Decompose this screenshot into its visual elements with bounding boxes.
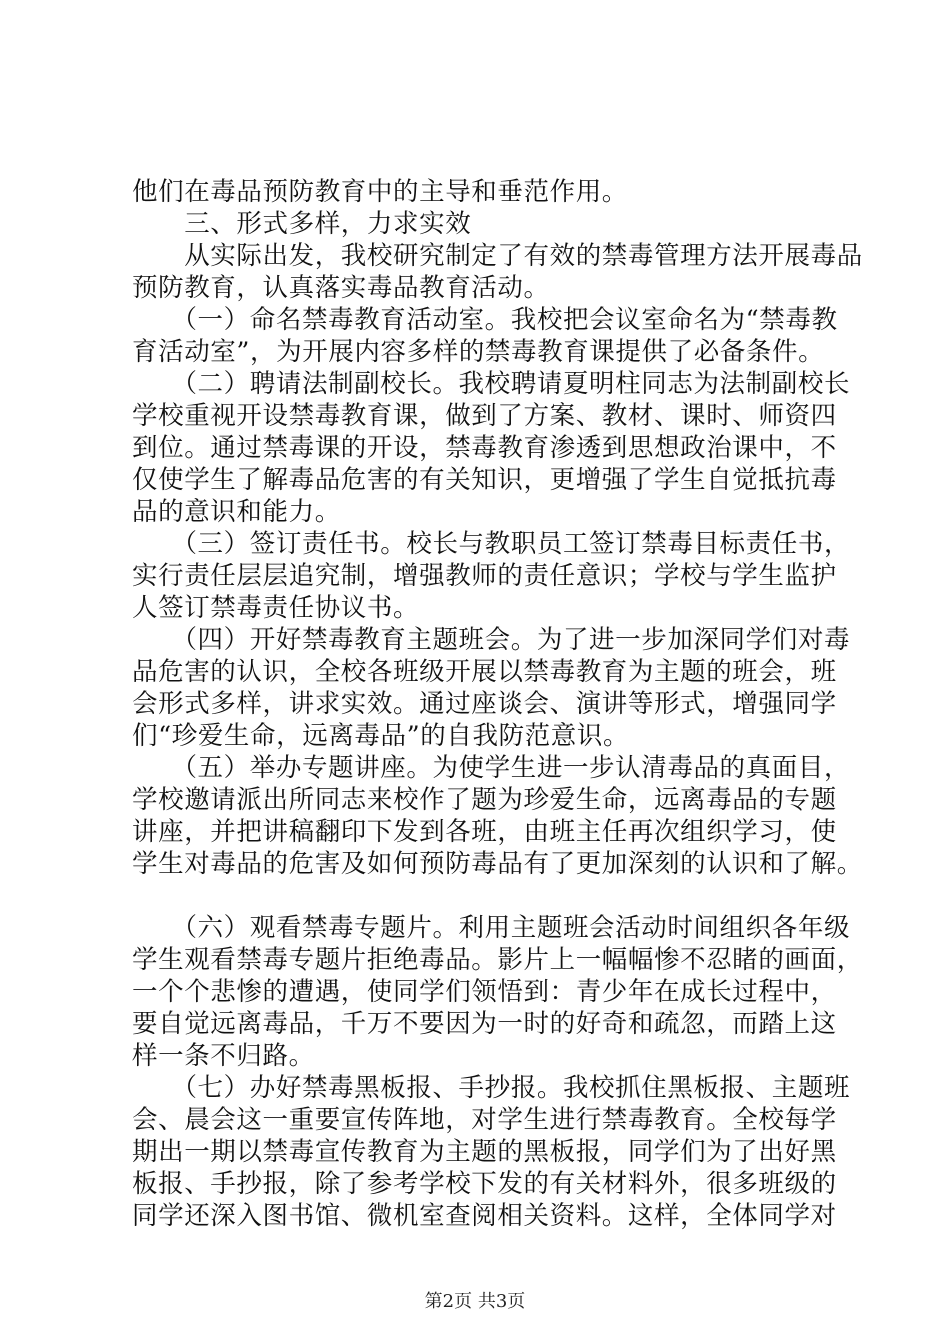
text-line: 讲座，并把讲稿翻印下发到各班，由班主任再次组织学习，使 — [132, 817, 837, 847]
text-line: 会形式多样，讲求实效。通过座谈会、演讲等形式，增强同学 — [132, 689, 837, 719]
text-line: 样一条不归路。 — [132, 1041, 315, 1071]
text-line: 从实际出发，我校研究制定了有效的禁毒管理方法开展毒品 — [132, 241, 863, 271]
text-line: 学生对毒品的危害及如何预防毒品有了更加深刻的认识和了解。 — [132, 849, 863, 879]
text-line: 学生观看禁毒专题片拒绝毒品。影片上一幅幅惨不忍睹的画面， — [132, 945, 863, 975]
text-line: 学校邀请派出所同志来校作了题为珍爱生命，远离毒品的专题 — [132, 785, 837, 815]
text-line: 期出一期以禁毒宣传教育为主题的黑板报，同学们为了出好黑 — [132, 1137, 837, 1167]
text-line: 一个个悲惨的遭遇，使同学们领悟到：青少年在成长过程中， — [132, 977, 837, 1007]
text-line: 会、晨会这一重要宣传阵地，对学生进行禁毒教育。全校每学 — [132, 1105, 837, 1135]
text-line: 品的意识和能力。 — [132, 497, 341, 527]
text-line: 实行责任层层追究制，增强教师的责任意识；学校与学生监护 — [132, 561, 837, 591]
text-line: 学校重视开设禁毒教育课，做到了方案、教材、课时、师资四 — [132, 401, 837, 431]
section-heading: 三、形式多样，力求实效 — [132, 209, 472, 239]
text-line: （七）办好禁毒黑板报、手抄报。我校抓住黑板报、主题班 — [132, 1073, 851, 1103]
text-line: （三）签订责任书。校长与教职员工签订禁毒目标责任书， — [132, 529, 851, 559]
text-line: 同学还深入图书馆、微机室查阅相关资料。这样，全体同学对 — [132, 1201, 837, 1231]
text-line: 品危害的认识，全校各班级开展以禁毒教育为主题的班会，班 — [132, 657, 837, 687]
text-line: 预防教育，认真落实毒品教育活动。 — [132, 273, 550, 303]
text-line: 人签订禁毒责任协议书。 — [132, 593, 420, 623]
text-line: 仅使学生了解毒品危害的有关知识，更增强了学生自觉抵抗毒 — [132, 465, 837, 495]
text-line: （一）命名禁毒教育活动室。我校把会议室命名为“禁毒教 — [132, 305, 838, 335]
text-line: 他们在毒品预防教育中的主导和垂范作用。 — [132, 177, 628, 207]
text-line: 们“珍爱生命，远离毒品”的自我防范意识。 — [132, 721, 630, 751]
text-line: 要自觉远离毒品，千万不要因为一时的好奇和疏忽，而踏上这 — [132, 1009, 837, 1039]
text-line: （四）开好禁毒教育主题班会。为了进一步加深同学们对毒 — [132, 625, 851, 655]
text-line: 板报、手抄报，除了参考学校下发的有关材料外，很多班级的 — [132, 1169, 837, 1199]
text-line: 育活动室”，为开展内容多样的禁毒教育课提供了必备条件。 — [132, 337, 825, 367]
page-footer: 第2页 共3页 — [424, 1291, 526, 1312]
text-line: 到位。通过禁毒课的开设，禁毒教育渗透到思想政治课中，不 — [132, 433, 837, 463]
text-line: （二）聘请法制副校长。我校聘请夏明柱同志为法制副校长 — [132, 369, 851, 399]
text-line: （六）观看禁毒专题片。利用主题班会活动时间组织各年级 — [132, 913, 851, 943]
text-line: （五）举办专题讲座。为使学生进一步认清毒品的真面目， — [132, 753, 851, 783]
